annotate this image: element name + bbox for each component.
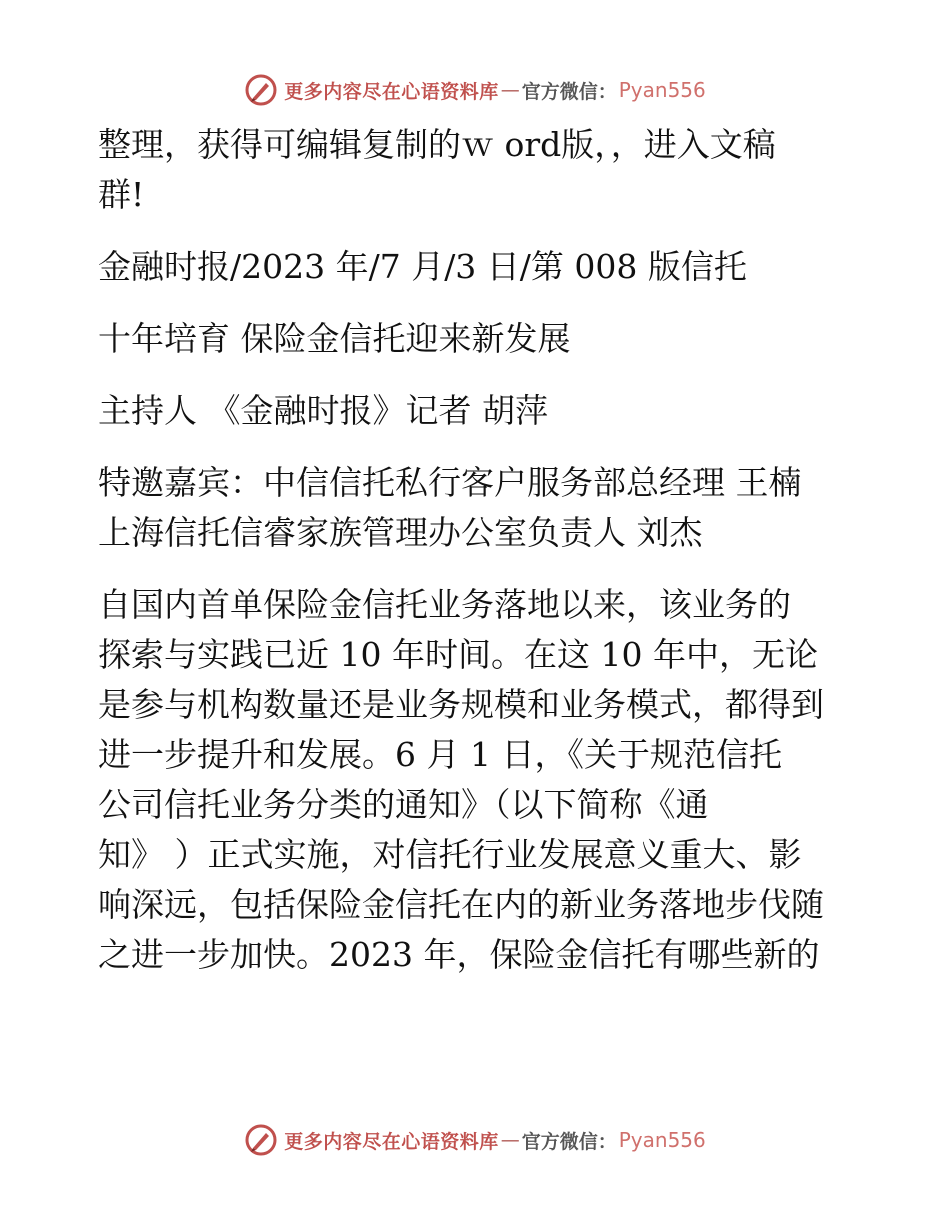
intro-paragraph [98,120,852,220]
body-paragraph [98,580,852,980]
source-line [98,242,852,292]
text-line: 进一步提升和发展。6 月 1 日，《关于规范信托 [98,735,782,774]
pen-logo-icon [244,1123,278,1157]
text-line: 公司信托业务分类的通知》（以下简称《通 [98,785,709,824]
text-line: 之进一步加快。2023 年，保险金信托有哪些新的 [98,935,820,974]
text-line: 自国内首单保险金信托业务落地以来，该业务的 [98,585,791,624]
banner-wechat-id: Pyan556 [618,78,706,102]
text-line: 知》 ）正式实施，对信托行业发展意义重大、影 [98,835,802,874]
text-line: 整理，获得可编辑复制的ｗ ord版，，进入文稿 [98,125,776,164]
text-line: 是参与机构数量还是业务规模和业务模式，都得到 [98,685,824,724]
text-line: 主持人 《金融时报》记者 胡萍 [98,391,548,430]
header-watermark-banner [0,70,950,110]
text-line: 上海信托信睿家族管理办公室负责人 刘杰 [98,513,703,552]
footer-watermark-banner [0,1120,950,1160]
banner-title: 更多内容尽在心语资料库 [284,1130,499,1153]
text-line: 十年培育 保险金信托迎来新发展 [98,319,571,358]
text-line: 响深远，包括保险金信托在内的新业务落地步伐随 [98,885,824,924]
text-line: 特邀嘉宾：中信信托私行客户服务部总经理 王楠 [98,463,802,502]
banner-official-label: 官方微信： [521,80,617,103]
banner-official-label: 官方微信： [521,1130,617,1153]
text-line: 金融时报/2023 年/7 月/3 日/第 008 版信托 [98,247,747,286]
host-line [98,386,852,436]
document-body [98,120,852,1002]
banner-title: 更多内容尽在心语资料库 [284,80,499,103]
banner-wechat-id: Pyan556 [618,1128,706,1152]
banner-separator: — [500,1129,520,1151]
banner-separator: — [500,79,520,101]
pen-logo-icon [244,73,278,107]
text-line: 探索与实践已近 10 年时间。在这 10 年中，无论 [98,635,818,674]
text-line: 群! [98,175,145,214]
article-title [98,314,852,364]
guests-paragraph [98,458,852,558]
